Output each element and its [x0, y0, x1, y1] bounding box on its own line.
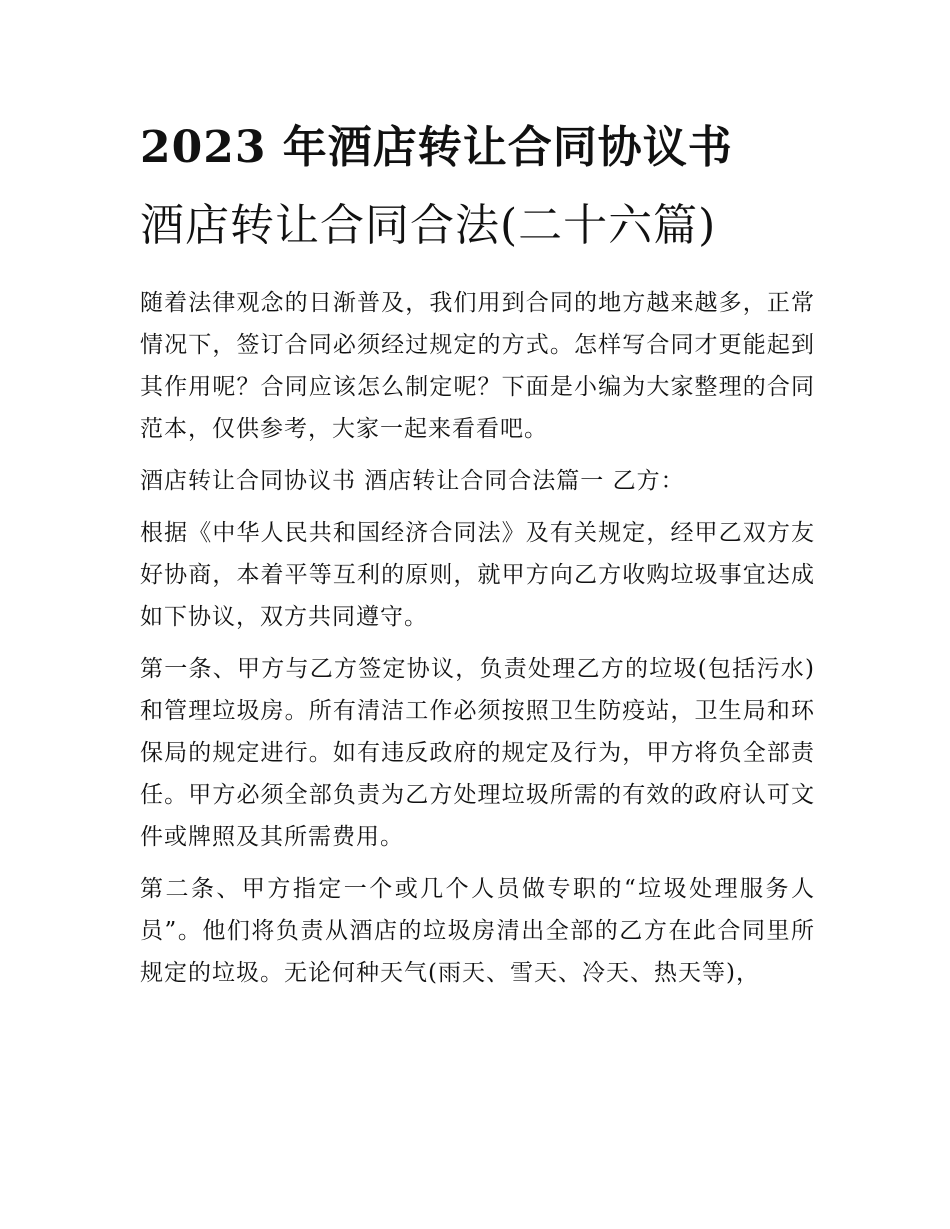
preamble-paragraph: 根据《中华人民共和国经济合同法》及有关规定，经甲乙双方友好协商，本着平等互利的原则，就甲方向乙方收购垃圾事宜达成如下协议，双方共同遵守。: [140, 520, 815, 630]
section-heading: 酒店转让合同协议书 酒店转让合同合法篇一 乙方：: [140, 468, 685, 494]
document-body: [140, 282, 815, 994]
article-1-paragraph: 第一条、甲方与乙方签定协议，负责处理乙方的垃圾(包括污水)和管理垃圾房。所有清洁工作必须按照卫生防疫站，卫生局和环保局的规定进行。如有违反政府的规定及行为，甲方将负全部责任。甲方必须全部负责为乙方处理垃圾所需的有效的政府认可文件或牌照及其所需费用。: [140, 656, 815, 850]
article-2-paragraph: 第二条、甲方指定一个或几个人员做专职的“垃圾处理服务人员”。他们将负责从酒店的垃圾房清出全部的乙方在此合同里所规定的垃圾。无论何种天气(雨天、雪天、冷天、热天等)，: [140, 876, 815, 986]
document-title-line-2: 酒店转让合同合法(二十六篇): [140, 200, 717, 251]
document-title-line-1: 2023 年酒店转让合同协议书: [140, 122, 733, 173]
intro-paragraph: 随着法律观念的日渐普及，我们用到合同的地方越来越多，正常情况下，签订合同必须经过规定的方式。怎样写合同才更能起到其作用呢？合同应该怎么制定呢？下面是小编为大家整理的合同范本，仅供参考，大家一起来看看吧。: [140, 290, 815, 442]
